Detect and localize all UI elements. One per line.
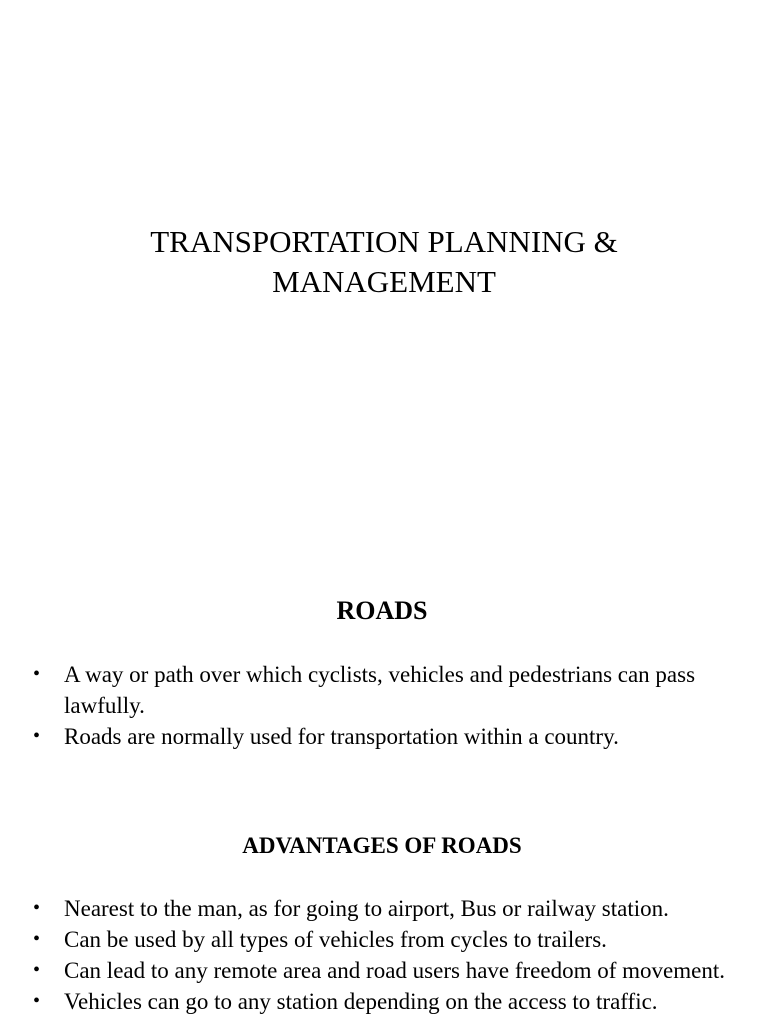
advantages-heading: ADVANTAGES OF ROADS xyxy=(242,833,522,858)
advantages-bullet-list xyxy=(0,893,768,1017)
bullet-text: Can be used by all types of vehicles from cycles to trailers. xyxy=(64,927,607,952)
bullet-icon: • xyxy=(33,725,41,747)
list-item xyxy=(0,893,768,924)
bullet-icon: • xyxy=(33,990,41,1012)
bullet-text: Can lead to any remote area and road users have freedom of movement. xyxy=(64,958,725,983)
bullet-icon: • xyxy=(33,897,41,919)
title-line-2: MANAGEMENT xyxy=(272,264,496,299)
title-line-1: TRANSPORTATION PLANNING & xyxy=(150,224,618,259)
list-item xyxy=(0,986,768,1017)
roads-bullet-list xyxy=(0,659,768,752)
bullet-icon: • xyxy=(33,959,41,981)
bullet-text: Roads are normally used for transportation within a country. xyxy=(64,724,619,749)
roads-heading: ROADS xyxy=(336,596,428,625)
list-item xyxy=(0,955,768,986)
bullet-icon: • xyxy=(33,928,41,950)
bullet-text: Nearest to the man, as for going to airport, Bus or railway station. xyxy=(64,896,669,921)
list-item xyxy=(0,721,768,752)
bullet-icon: • xyxy=(33,663,41,685)
list-item xyxy=(0,659,768,721)
list-item xyxy=(0,924,768,955)
bullet-text: Vehicles can go to any station depending on the access to traffic. xyxy=(64,989,658,1014)
bullet-text: A way or path over which cyclists, vehicles and pedestrians can pass lawfully. xyxy=(64,662,696,718)
page-title xyxy=(0,222,768,302)
